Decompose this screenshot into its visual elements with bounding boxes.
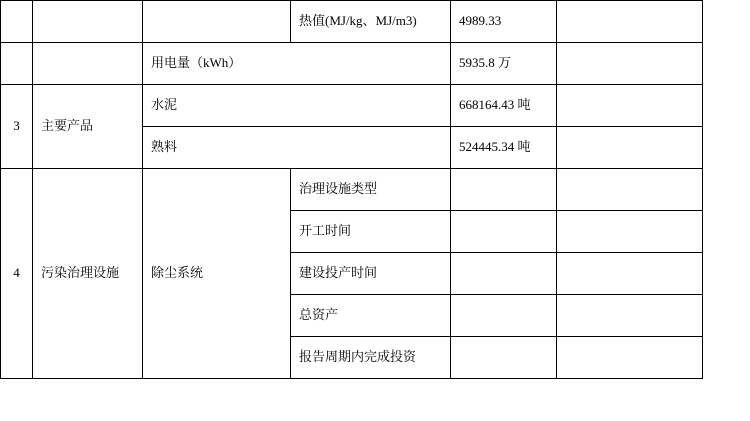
cell-index	[1, 43, 33, 85]
cell-remark	[557, 337, 703, 379]
cell-remark	[557, 1, 703, 43]
cell-value	[451, 295, 557, 337]
cell-value	[451, 169, 557, 211]
cell-subsystem: 熟料	[143, 127, 451, 169]
cell-value: 4989.33	[451, 1, 557, 43]
cell-index: 4	[1, 169, 33, 379]
table-row	[1, 85, 703, 127]
cell-category: 主要产品	[33, 85, 143, 169]
table-row	[1, 43, 703, 85]
cell-value	[451, 211, 557, 253]
cell-item: 治理设施类型	[291, 169, 451, 211]
cell-subsystem	[143, 1, 291, 43]
cell-subsystem: 除尘系统	[143, 169, 291, 379]
cell-subsystem: 水泥	[143, 85, 451, 127]
cell-category: 污染治理设施	[33, 169, 143, 379]
cell-value	[451, 337, 557, 379]
cell-index	[1, 1, 33, 43]
cell-remark	[557, 169, 703, 211]
table-body	[1, 1, 703, 379]
cell-remark	[557, 295, 703, 337]
table-row	[1, 1, 703, 43]
cell-index: 3	[1, 85, 33, 169]
cell-item: 报告周期内完成投资	[291, 337, 451, 379]
cell-remark	[557, 127, 703, 169]
cell-value: 524445.34 吨	[451, 127, 557, 169]
cell-item: 热值(MJ/kg、MJ/m3)	[291, 1, 451, 43]
cell-item: 开工时间	[291, 211, 451, 253]
cell-category	[33, 1, 143, 43]
cell-item: 总资产	[291, 295, 451, 337]
table-row	[1, 169, 703, 211]
cell-value	[451, 253, 557, 295]
cell-value: 5935.8 万	[451, 43, 557, 85]
cell-remark	[557, 253, 703, 295]
cell-remark	[557, 43, 703, 85]
cell-value: 668164.43 吨	[451, 85, 557, 127]
cell-item: 建设投产时间	[291, 253, 451, 295]
cell-remark	[557, 85, 703, 127]
cell-subsystem: 用电量（kWh）	[143, 43, 451, 85]
cell-remark	[557, 211, 703, 253]
cell-category	[33, 43, 143, 85]
